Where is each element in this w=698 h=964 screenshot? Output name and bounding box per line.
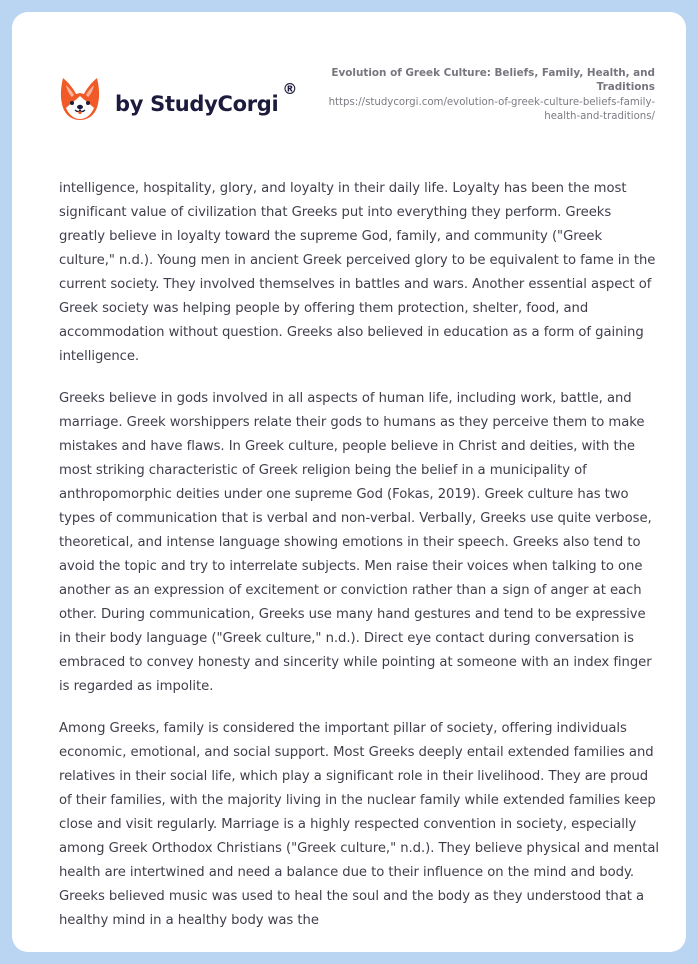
document-title: Evolution of Greek Culture: Beliefs, Family, Health, and Traditions [331, 67, 655, 93]
document-body [59, 177, 659, 951]
studycorgi-logo[interactable] [59, 76, 297, 122]
logo-text: by StudyCorgi [115, 92, 279, 116]
paragraph: Among Greeks, family is considered the important pillar of society, offering individuals economic, emotional, and social support. Most Greeks deeply entail extended families and relatives in their social life, which play a significant role in their livelihood. They are proud of their families, with the majority living in the nuclear family while extended families keep close and visit regularly. Marriage is a highly respected convention in society, especially among Greek Orthodox Christians ("Greek culture," n.d.). They believe physical and mental health are intertwined and need a balance due to their influence on the mind and body. Greeks believed music was used to heal the soul and the body as they understood that a healthy mind in a healthy body was the [59, 721, 659, 928]
page-header [12, 12, 686, 162]
document-url[interactable]: https://studycorgi.com/evolution-of-greek-culture-beliefs-family-health-and-traditions/ [328, 97, 655, 122]
registered-trademark: ® [282, 80, 298, 98]
corgi-logo-icon [59, 76, 101, 122]
document-meta [295, 66, 655, 123]
paragraph: Greeks believe in gods involved in all aspects of human life, including work, battle, and marriage. Greek worshippers relate their gods to humans as they perceive them to make mistakes and have flaws. In Greek culture, people believe in Christ and deities, with the most striking characteristic of Greek religion being the belief in a municipality of anthropomorphic deities under one supreme God (Fokas, 2019). Greek culture has two types of communication that is verbal and non-verbal. Verbally, Greeks use quite verbose, theoretical, and intense language showing emotions in their speech. Greeks also tend to avoid the topic and try to interrelate subjects. Men raise their voices when talking to one another as an expression of excitement or conviction rather than a sign of anger at each other. During communication, Greeks use many hand gestures and tend to be expressive in their body language ("Greek culture," n.d.). Direct eye contact during conversation is embraced to convey honesty and sincerity while pointing at someone with an index finger is regarded as impolite. [59, 391, 652, 694]
document-page [12, 12, 686, 952]
paragraph: intelligence, hospitality, glory, and loyalty in their daily life. Loyalty has been the most significant value of civilization that Greeks put into everything they perform. Greeks greatly believe in loyalty toward the supreme God, family, and community ("Greek culture," n.d.). Young men in ancient Greek perceived glory to be equivalent to fame in the current society. They involved themselves in battles and wars. Another essential aspect of Greek society was helping people by offering them protection, shelter, food, and accommodation without question. Greeks also believed in education as a form of gaining intelligence. [59, 181, 656, 364]
